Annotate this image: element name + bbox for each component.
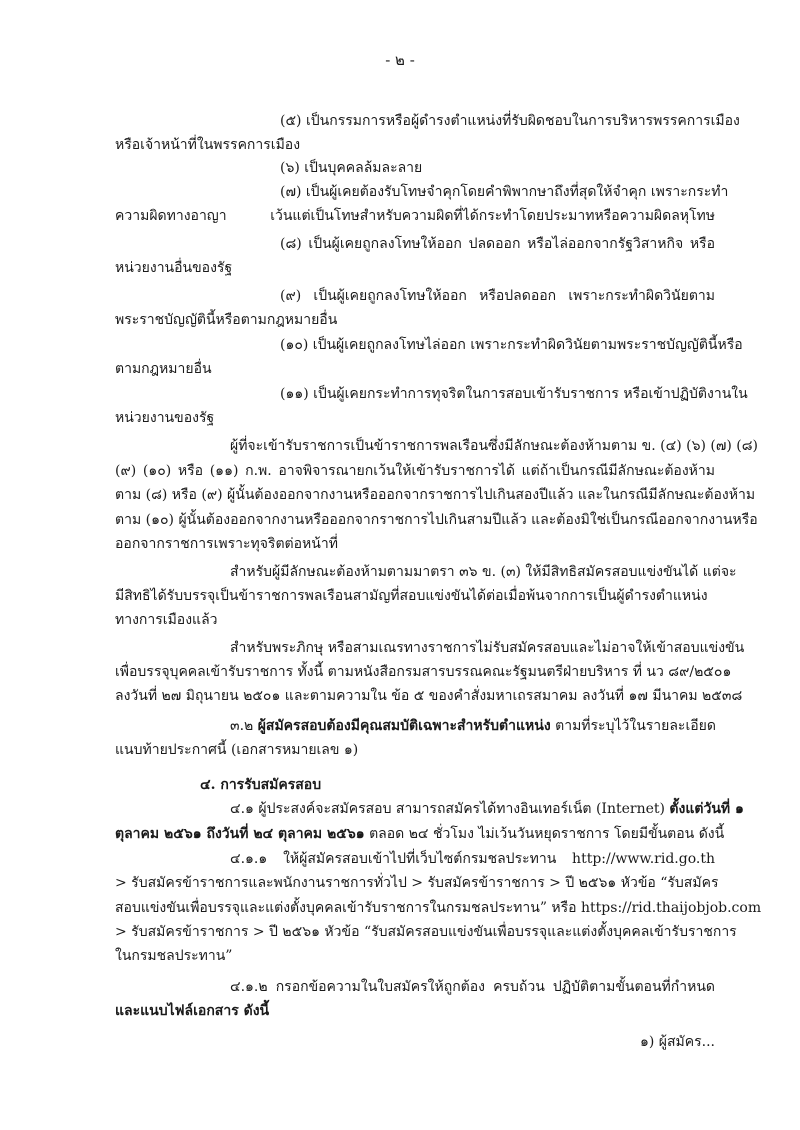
- paragraph-line: ๔.๑.๑ ให้ผู้สมัครสอบเข้าไปที่เว็บไซต์กรมชลประทาน http://www.rid.go.th: [230, 851, 715, 867]
- paragraph-line: แนบท้ายประกาศนี้ (เอกสารหมายเลข ๑): [115, 742, 359, 758]
- paragraph-line: สำหรับผู้มีลักษณะต้องห้ามตามมาตรา ๓๖ ข. (๓) ให้มีสิทธิสมัครสอบแข่งขันได้ แต่จะ: [230, 564, 737, 580]
- paragraph-line: (๑๑) เป็นผู้เคยกระทำการทุจริตในการสอบเข้ารับราชการ หรือเข้าปฏิบัติงานใน: [280, 386, 748, 402]
- continuation-marker: ๑) ผู้สมัคร...: [639, 1034, 715, 1050]
- section-title: ๔. การรับสมัครสอบ: [200, 777, 322, 793]
- paragraph-line: [115, 825, 725, 843]
- paragraph-line: ออกจากราชการเพราะทุจริตต่อหน้าที่: [115, 536, 338, 552]
- paragraph-line: สอบแข่งขันเพื่อบรรจุและแต่งตั้งบุคคลเข้ารับราชการในกรมชลประทาน” หรือ https://rid.thaijobjob.com: [115, 900, 762, 916]
- paragraph-line: (๖) เป็นบุคคลล้มละลาย: [280, 160, 423, 176]
- section-text: ตลอด ๒๔ ชั่วโมง ไม่เว้นวันหยุดราชการ โดยมีขั้นตอน ดังนี้: [364, 826, 725, 842]
- paragraph-line: ความผิดทางอาญา เว้นแต่เป็นโทษสำหรับความผิดที่ได้กระทำโดยประมาทหรือความผิดลหุโทษ: [115, 208, 715, 224]
- paragraph-line: เพื่อบรรจุบุคคลเข้ารับราชการ ทั้งนี้ ตามหนังสือกรมสารบรรณคณะรัฐมนตรีฝ่ายบริหาร ที่ นว ๘๙/๒๕๐๑: [115, 664, 732, 680]
- paragraph-line: (๑๐) เป็นผู้เคยถูกลงโทษไล่ออก เพราะกระทำผิดวินัยตามพระราชบัญญัตินี้หรือ: [280, 337, 743, 353]
- paragraph-line: สำหรับพระภิกษุ หรือสามเณรทางราชการไม่รับสมัครสอบและไม่อาจให้เข้าสอบแข่งขัน: [230, 640, 745, 656]
- paragraph-line: [230, 800, 744, 818]
- section-text: ตามที่ระบุไว้ในรายละเอียด: [550, 718, 716, 734]
- paragraph-line: หน่วยงานอื่นของรัฐ: [115, 260, 233, 276]
- paragraph-line: ในกรมชลประทาน”: [115, 948, 233, 964]
- paragraph-line: ผู้ที่จะเข้ารับราชการเป็นข้าราชการพลเรือนซึ่งมีลักษณะต้องห้ามตาม ข. (๔) (๖) (๗) (๘): [230, 438, 758, 454]
- paragraph-line: (๗) เป็นผู้เคยต้องรับโทษจำคุกโดยคำพิพากษาถึงที่สุดให้จำคุก เพราะกระทำ: [280, 184, 729, 200]
- date-bold: ตุลาคม ๒๕๖๑ ถึงวันที่ ๒๔ ตุลาคม ๒๕๖๑: [115, 826, 365, 842]
- paragraph-line: (๘) เป็นผู้เคยถูกลงโทษให้ออก ปลดออก หรือไล่ออกจากรัฐวิสาหกิจ หรือ: [280, 236, 715, 252]
- paragraph-line: ตามกฎหมายอื่น: [115, 361, 212, 377]
- date-bold: ตั้งแต่วันที่ ๑: [669, 801, 744, 817]
- paragraph-line: หรือเจ้าหน้าที่ในพรรคการเมือง: [115, 137, 301, 153]
- paragraph-line: พระราชบัญญัตินี้หรือตามกฎหมายอื่น: [115, 312, 338, 328]
- section-heading-bold: ผู้สมัครสอบต้องมีคุณสมบัติเฉพาะสำหรับตำแหน่ง: [257, 718, 551, 734]
- section-number: ๓.๒: [230, 718, 258, 734]
- paragraph-line: ๔.๑.๒ กรอกข้อความในใบสมัครให้ถูกต้อง ครบถ้วน ปฏิบัติตามขั้นตอนที่กำหนด: [230, 979, 715, 995]
- paragraph-line: [230, 717, 715, 735]
- paragraph-line: ลงวันที่ ๒๗ มิถุนายน ๒๕๐๑ และตามความใน ข้อ ๕ ของคำสั่งมหาเถรสมาคม ลงวันที่ ๑๗ มีนาคม ๒๕๓๘: [115, 688, 743, 704]
- paragraph-line: > รับสมัครข้าราชการและพนักงานราชการทั่วไป > รับสมัครข้าราชการ > ปี ๒๕๖๑ หัวข้อ “รับสมัคร: [115, 875, 719, 891]
- paragraph-line: และแนบไฟล์เอกสาร ดังนี้: [115, 1003, 270, 1019]
- paragraph-line: ตาม (๘) หรือ (๙) ผู้นั้นต้องออกจากงานหรือออกจากราชการไปเกินสองปีแล้ว และในกรณีมีลักษณะต้องห้าม: [115, 487, 756, 503]
- paragraph-line: (๙) (๑๐) หรือ (๑๑) ก.พ. อาจพิจารณายกเว้นให้เข้ารับราชการได้ แต่ถ้าเป็นกรณีมีลักษณะต้องห้าม: [115, 463, 715, 479]
- section-text: ๔.๑ ผู้ประสงค์จะสมัครสอบ สามารถสมัครได้ทางอินเทอร์เน็ต (Internet): [230, 801, 670, 817]
- paragraph-line: ตาม (๑๐) ผู้นั้นต้องออกจากงานหรือออกจากราชการไปเกินสามปีแล้ว และต้องมิใช่เป็นกรณีออกจากงานหรือ: [115, 512, 758, 528]
- paragraph-line: > รับสมัครข้าราชการ > ปี ๒๕๖๑ หัวข้อ “รับสมัครสอบแข่งขันเพื่อบรรจุและแต่งตั้งบุคคลเข้ารับราชการ: [115, 924, 737, 940]
- paragraph-line: (๙) เป็นผู้เคยถูกลงโทษให้ออก หรือปลดออก เพราะกระทำผิดวินัยตาม: [280, 288, 715, 304]
- page-number: - ๒ -: [385, 51, 415, 69]
- paragraph-line: ทางการเมืองแล้ว: [115, 612, 218, 628]
- paragraph-line: (๕) เป็นกรรมการหรือผู้ดำรงตำแหน่งที่รับผิดชอบในการบริหารพรรคการเมือง: [280, 113, 740, 129]
- paragraph-line: หน่วยงานของรัฐ: [115, 410, 215, 426]
- paragraph-line: มีสิทธิได้รับบรรจุเป็นข้าราชการพลเรือนสามัญที่สอบแข่งขันได้ต่อเมื่อพ้นจากการเป็นผู้ดำรงตำแหน่ง: [115, 588, 708, 604]
